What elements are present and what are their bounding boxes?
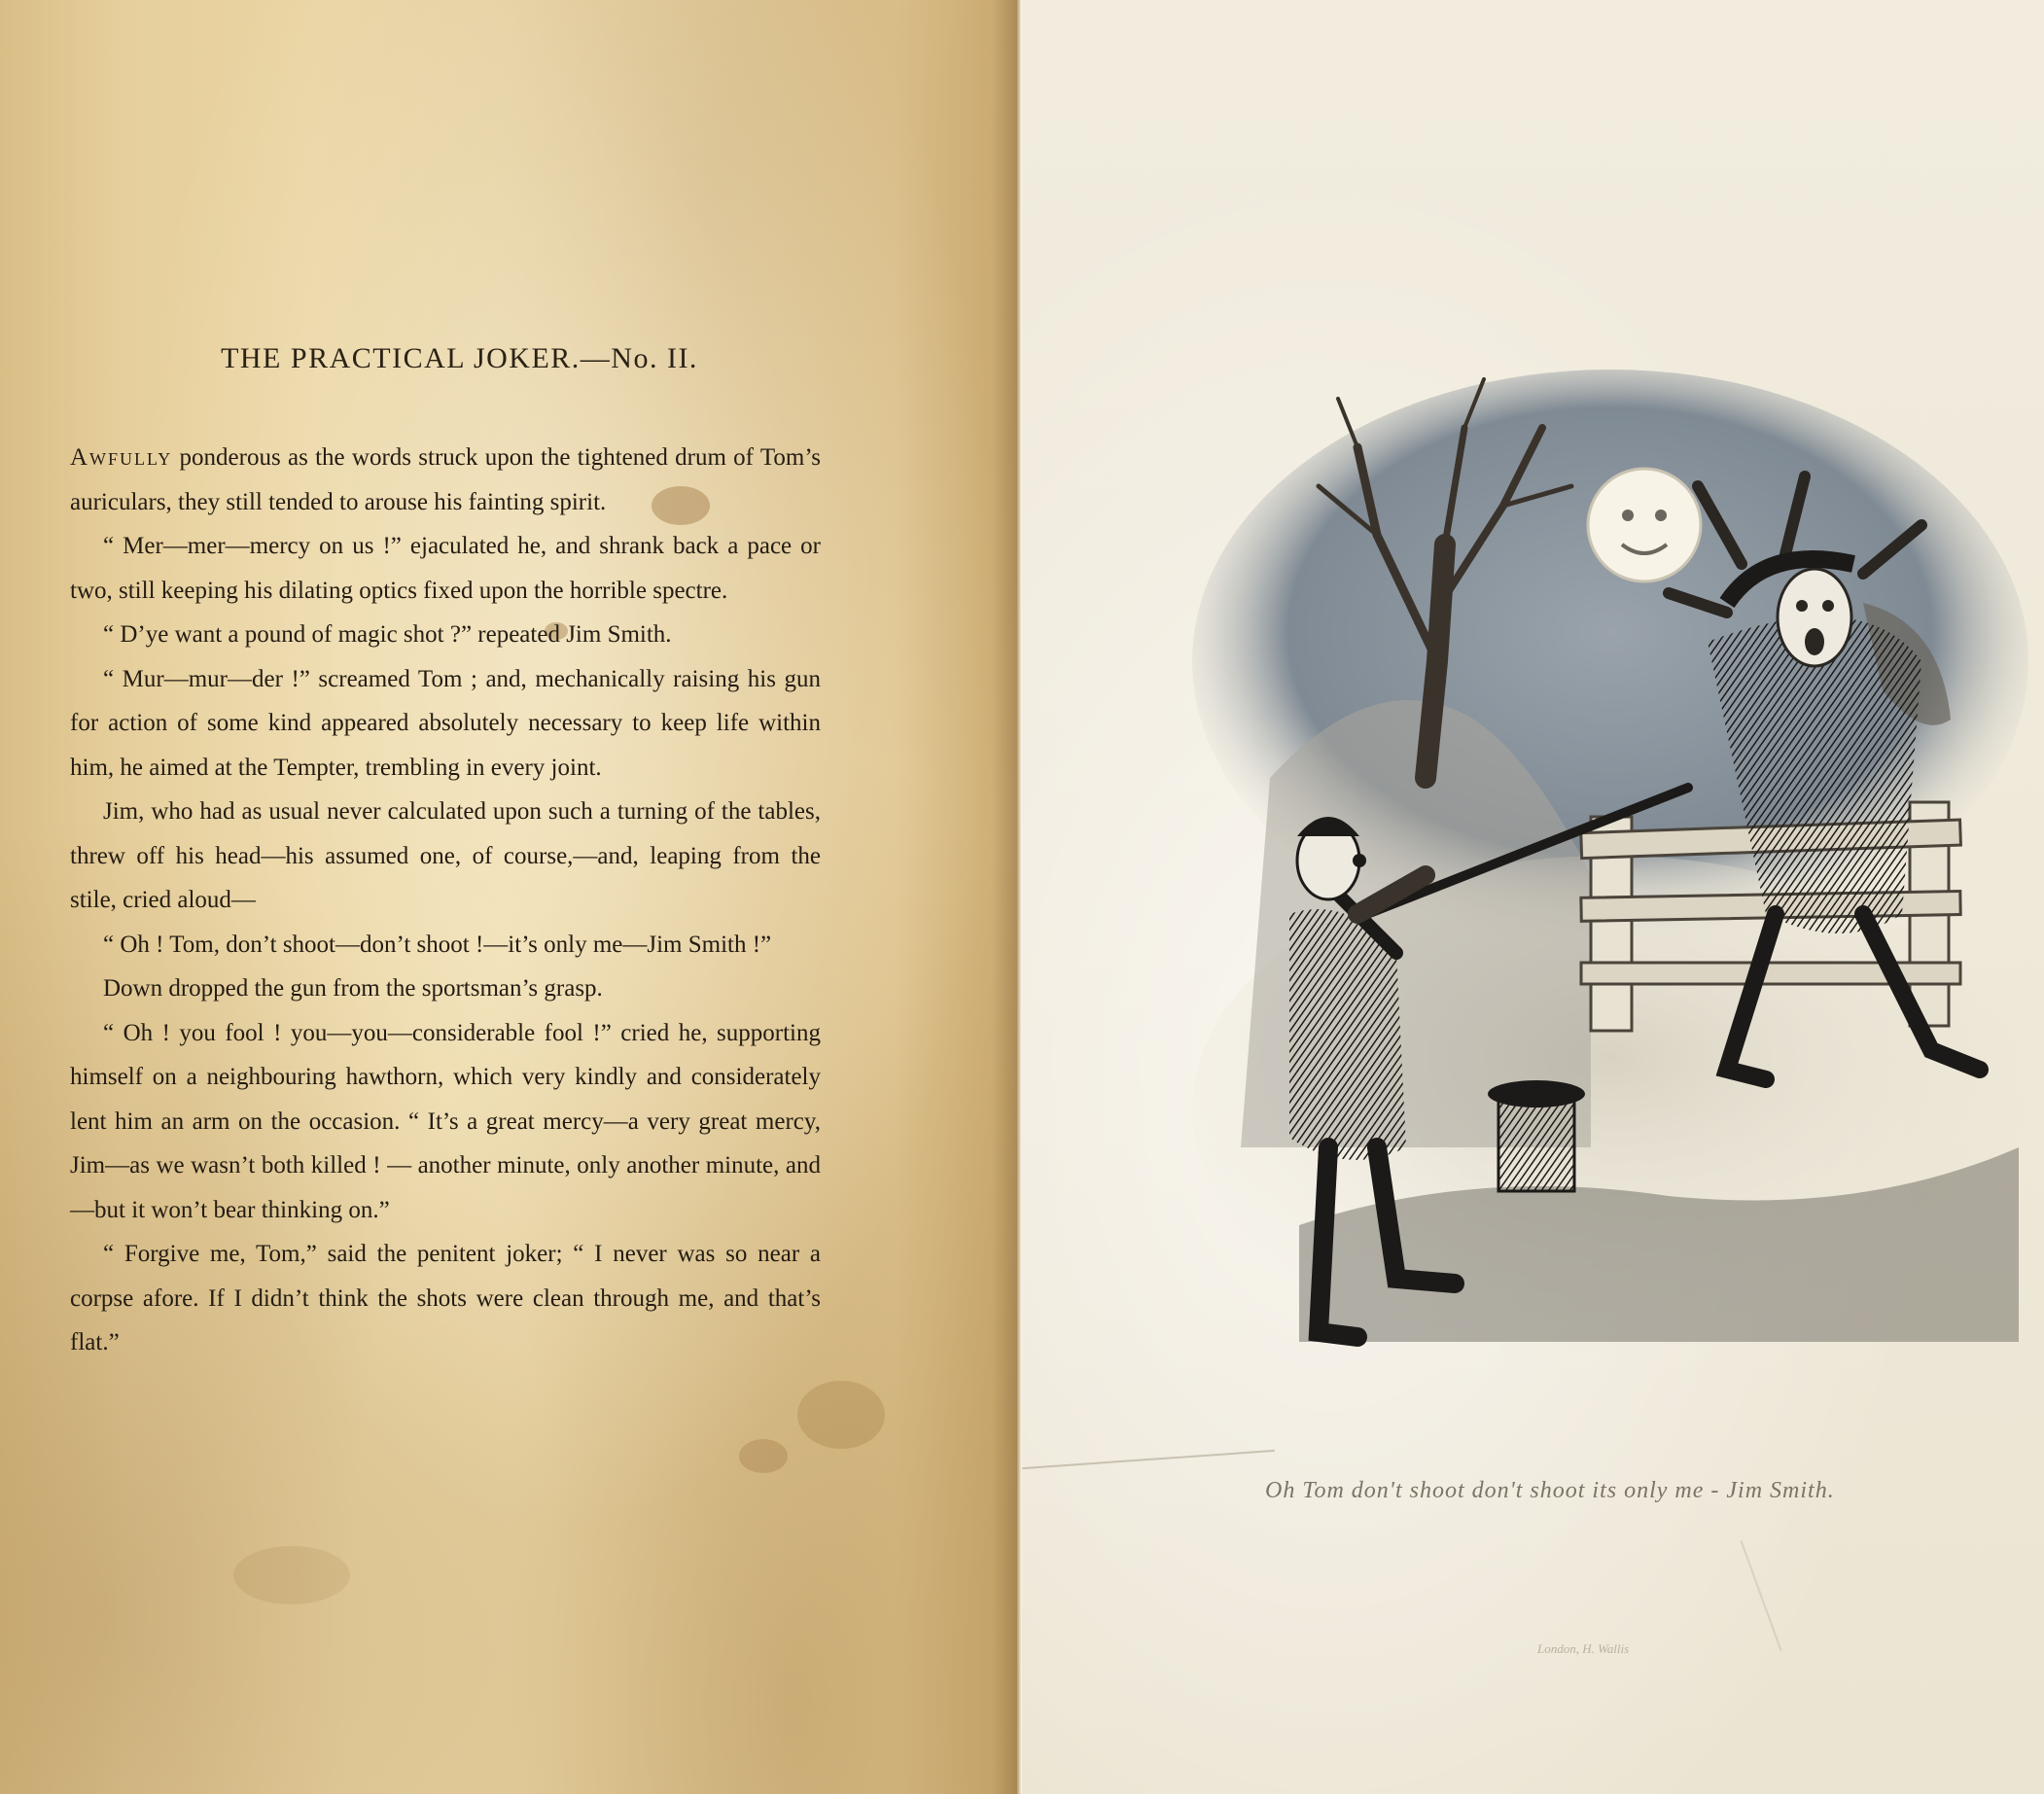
- page-edge-shadow: [992, 0, 1017, 1794]
- paragraph: “ Oh ! you fool ! you—you—considerable fool !” cried he, supporting himself on a neighbouring hawthorn, which very kindly and considerately lent him an arm on the occasion. “ It’s a great mercy—a very great mercy, Jim—as we wasn’t both killed ! — another minute, only another minute, and—but it won’t bear thinking on.”: [70, 1019, 821, 1223]
- foxing-stain: [739, 1439, 788, 1473]
- plate-page: [1022, 0, 2044, 1794]
- chapter-title: THE PRACTICAL JOKER.—No. II.: [221, 342, 698, 374]
- engraving-illustration: [1182, 369, 2038, 1361]
- foxing-stain: [797, 1381, 885, 1449]
- paragraph: “ Oh ! Tom, don’t shoot—don’t shoot !—it’s only me—Jim Smith !”: [103, 931, 772, 958]
- paper-crease: [1022, 1450, 1275, 1469]
- moon-face-icon: [1588, 469, 1701, 581]
- paragraph-text: ponderous as the words struck upon the tightened drum of Tom’s auriculars, they still tended to arouse his fainting spirit.: [70, 444, 821, 515]
- paragraph: Jim, who had as usual never calculated upon such a turning of the tables, threw off his head—his assumed one, of course,—and, leaping from the stile, cried aloud—: [70, 798, 821, 913]
- paragraph: Down dropped the gun from the sportsman’s grasp.: [103, 975, 603, 1002]
- foxing-stain: [233, 1546, 350, 1604]
- drop-word: Awfully: [70, 444, 173, 471]
- paragraph: [70, 436, 821, 524]
- paper-crease: [1741, 1540, 1782, 1650]
- publisher-imprint: London, H. Wallis: [1537, 1641, 1630, 1656]
- coat: [1289, 909, 1406, 1160]
- body-text: [70, 436, 821, 1365]
- plate-caption: Oh Tom don't shoot don't shoot its only me - Jim Smith.: [1265, 1478, 1835, 1503]
- top-hat: [1488, 1080, 1585, 1191]
- paragraph: “ Mur—mur—der !” screamed Tom ; and, mechanically raising his gun for action of some kind appeared absolutely necessary to keep life within him, he aimed at the Tempter, trembling in every joint.: [70, 665, 821, 781]
- paragraph: “ Forgive me, Tom,” said the penitent joker; “ I never was so near a corpse afore. If I didn’t think the shots were clean through me, and that’s flat.”: [70, 1241, 821, 1355]
- paragraph: “ Mer—mer—mercy on us !” ejaculated he, and shrank back a pace or two, still keeping his dilating optics fixed upon the horrible spectre.: [70, 533, 821, 604]
- paragraph: “ D’ye want a pound of magic shot ?” repeated Jim Smith.: [103, 621, 672, 648]
- text-page: [0, 0, 1017, 1794]
